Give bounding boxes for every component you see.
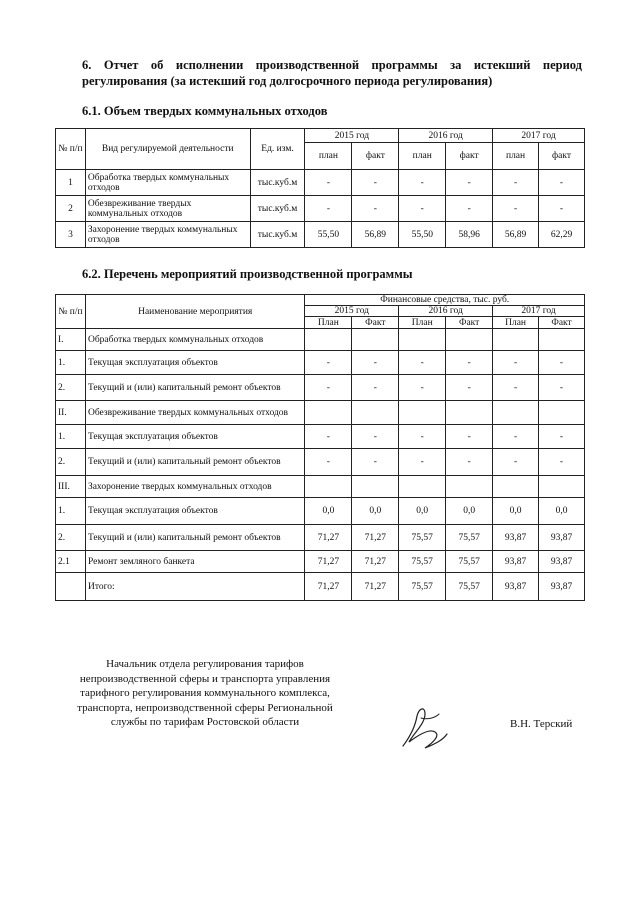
row-value: 75,57 <box>446 573 493 601</box>
header-plan: План <box>399 317 446 329</box>
header-finance: Финансовые средства, тыс. руб. <box>305 295 585 306</box>
header-year: 2017 год <box>493 129 585 143</box>
row-value: 93,87 <box>493 525 539 551</box>
row-value: 0,0 <box>539 498 585 525</box>
signature-line: Начальник отдела регулирования тарифов <box>106 658 304 670</box>
table-row <box>56 476 585 498</box>
signature-block <box>55 657 355 730</box>
header-fact: Факт <box>539 317 585 329</box>
row-value <box>305 401 352 425</box>
row-num: 3 <box>56 222 86 248</box>
row-name: Текущий и (или) капитальный ремонт объектов <box>85 449 304 476</box>
waste-volume-table <box>55 128 585 248</box>
signature-line: непроизводственной сферы и транспорта управления <box>79 672 331 685</box>
row-value: 93,87 <box>539 573 585 601</box>
row-num: 2. <box>56 525 86 551</box>
report-heading: 6. Отчет об исполнении производственной программы за истекший период регулирования (за истекший год долгосрочного периода регулирования) <box>82 58 582 88</box>
row-value: 71,27 <box>352 525 399 551</box>
row-name: Текущая эксплуатация объектов <box>85 425 304 449</box>
row-value: 75,57 <box>446 551 493 573</box>
table-row <box>56 425 585 449</box>
row-num: 2. <box>56 449 86 476</box>
row-value: 0,0 <box>493 498 539 525</box>
header-year: 2017 год <box>493 306 585 317</box>
row-name: Текущая эксплуатация объектов <box>85 498 304 525</box>
handwritten-signature <box>395 698 455 758</box>
row-value <box>352 329 399 351</box>
row-name: Текущий и (или) капитальный ремонт объектов <box>85 525 304 551</box>
row-value: 93,87 <box>493 573 539 601</box>
header-fact: Факт <box>446 317 493 329</box>
row-value: 75,57 <box>446 525 493 551</box>
row-value: - <box>493 425 539 449</box>
row-value: 56,89 <box>352 222 399 248</box>
row-value: - <box>493 170 539 196</box>
row-value: - <box>352 351 399 375</box>
table-row <box>56 196 585 222</box>
row-value: 71,27 <box>305 573 352 601</box>
row-value: - <box>446 351 493 375</box>
row-value <box>399 476 446 498</box>
row-num: 1. <box>56 425 86 449</box>
row-value: 0,0 <box>352 498 399 525</box>
row-num: 1. <box>56 498 86 525</box>
row-value: - <box>539 449 585 476</box>
row-value: - <box>446 425 493 449</box>
row-name: Текущая эксплуатация объектов <box>85 351 304 375</box>
row-name: Итого: <box>85 573 304 601</box>
row-value <box>399 329 446 351</box>
row-value: - <box>493 449 539 476</box>
table-row <box>56 329 585 351</box>
section2-title: 6.2. Перечень мероприятий производственной программы <box>82 267 413 281</box>
row-value: 55,50 <box>399 222 446 248</box>
table-row <box>56 449 585 476</box>
row-value: 58,96 <box>446 222 493 248</box>
row-value <box>539 476 585 498</box>
row-unit: тыс.куб.м <box>250 196 305 222</box>
row-value: 71,27 <box>352 551 399 573</box>
row-value <box>399 401 446 425</box>
row-value: - <box>493 351 539 375</box>
row-value: - <box>446 375 493 401</box>
program-activities-table <box>55 294 585 601</box>
signature-line: службы по тарифам Ростовской области <box>110 716 300 728</box>
row-value: - <box>399 375 446 401</box>
row-num: 1 <box>56 170 86 196</box>
header-fact: Факт <box>352 317 399 329</box>
row-value: 0,0 <box>305 498 352 525</box>
header-fact: факт <box>446 143 493 170</box>
row-num: 2.1 <box>56 551 86 573</box>
row-value: - <box>539 170 585 196</box>
row-value: - <box>446 170 493 196</box>
row-value: - <box>352 375 399 401</box>
row-value: - <box>399 425 446 449</box>
table-row <box>56 551 585 573</box>
row-value: - <box>305 375 352 401</box>
row-value: - <box>539 425 585 449</box>
table-row <box>56 573 585 601</box>
row-value: - <box>539 196 585 222</box>
row-value <box>493 476 539 498</box>
row-value: 93,87 <box>539 551 585 573</box>
row-value: 93,87 <box>539 525 585 551</box>
header-unit: Ед. изм. <box>250 129 305 170</box>
row-name: Обработка твердых коммунальных отходов <box>85 170 250 196</box>
signature-line: транспорта, непроизводственной сферы Региональной <box>77 701 333 714</box>
row-value: 0,0 <box>446 498 493 525</box>
row-value: - <box>539 351 585 375</box>
row-value: 75,57 <box>399 525 446 551</box>
header-plan: план <box>493 143 539 170</box>
signatory-name: В.Н. Терский <box>510 718 573 730</box>
row-value <box>352 401 399 425</box>
row-value <box>446 401 493 425</box>
row-value: 71,27 <box>305 551 352 573</box>
header-fact: факт <box>352 143 399 170</box>
header-plan: План <box>493 317 539 329</box>
row-name: Текущий и (или) капитальный ремонт объектов <box>85 375 304 401</box>
section1-title: 6.1. Объем твердых коммунальных отходов <box>82 104 328 118</box>
row-name: Захоронение твердых коммунальных отходов <box>85 476 304 498</box>
row-unit: тыс.куб.м <box>250 170 305 196</box>
row-value: 71,27 <box>305 525 352 551</box>
row-value: - <box>399 449 446 476</box>
row-num: 2. <box>56 375 86 401</box>
row-value: - <box>352 196 399 222</box>
row-value <box>493 401 539 425</box>
header-plan: План <box>305 317 352 329</box>
row-unit: тыс.куб.м <box>250 222 305 248</box>
header-name: Наименование мероприятия <box>85 295 304 329</box>
row-value: - <box>305 449 352 476</box>
row-value <box>539 401 585 425</box>
row-value: - <box>399 351 446 375</box>
table-row <box>56 222 585 248</box>
row-value: - <box>399 170 446 196</box>
header-plan: план <box>399 143 446 170</box>
header-year: 2016 год <box>399 129 493 143</box>
row-num: III. <box>56 476 86 498</box>
row-value: - <box>446 196 493 222</box>
row-value <box>352 476 399 498</box>
row-value: - <box>305 425 352 449</box>
row-value <box>446 476 493 498</box>
row-name: Обезвреживание твердых коммунальных отходов <box>85 196 250 222</box>
row-value: 62,29 <box>539 222 585 248</box>
header-plan: план <box>305 143 352 170</box>
table-row <box>56 525 585 551</box>
header-year: 2015 год <box>305 129 399 143</box>
row-num <box>56 573 86 601</box>
row-value: 0,0 <box>399 498 446 525</box>
row-value: - <box>493 196 539 222</box>
table-row <box>56 401 585 425</box>
row-num: I. <box>56 329 86 351</box>
row-value: 93,87 <box>493 551 539 573</box>
row-value: - <box>399 196 446 222</box>
row-value <box>446 329 493 351</box>
row-name: Ремонт земляного банкета <box>85 551 304 573</box>
row-value: 75,57 <box>399 551 446 573</box>
row-value <box>305 329 352 351</box>
header-year: 2016 год <box>399 306 493 317</box>
row-value: - <box>446 449 493 476</box>
row-value: - <box>305 170 352 196</box>
row-value <box>539 329 585 351</box>
header-year: 2015 год <box>305 306 399 317</box>
row-value: - <box>493 375 539 401</box>
row-value <box>493 329 539 351</box>
row-value: - <box>305 196 352 222</box>
row-num: 1. <box>56 351 86 375</box>
row-value: - <box>352 425 399 449</box>
row-name: Обезвреживание твердых коммунальных отходов <box>85 401 304 425</box>
row-value: 55,50 <box>305 222 352 248</box>
row-num: II. <box>56 401 86 425</box>
row-value: - <box>352 170 399 196</box>
header-fact: факт <box>539 143 585 170</box>
row-value: 71,27 <box>352 573 399 601</box>
header-num: № п/п <box>56 129 86 170</box>
header-activity: Вид регулируемой деятельности <box>85 129 250 170</box>
row-value: - <box>539 375 585 401</box>
row-value <box>305 476 352 498</box>
row-value: - <box>305 351 352 375</box>
header-num: № п/п <box>56 295 86 329</box>
row-name: Обработка твердых коммунальных отходов <box>85 329 304 351</box>
table-row <box>56 170 585 196</box>
row-value: 56,89 <box>493 222 539 248</box>
row-num: 2 <box>56 196 86 222</box>
table-row <box>56 351 585 375</box>
table-row <box>56 375 585 401</box>
signature-line: тарифного регулирования коммунального комплекса, <box>80 687 330 699</box>
row-value: 75,57 <box>399 573 446 601</box>
row-value: - <box>352 449 399 476</box>
row-name: Захоронение твердых коммунальных отходов <box>85 222 250 248</box>
table-row <box>56 498 585 525</box>
